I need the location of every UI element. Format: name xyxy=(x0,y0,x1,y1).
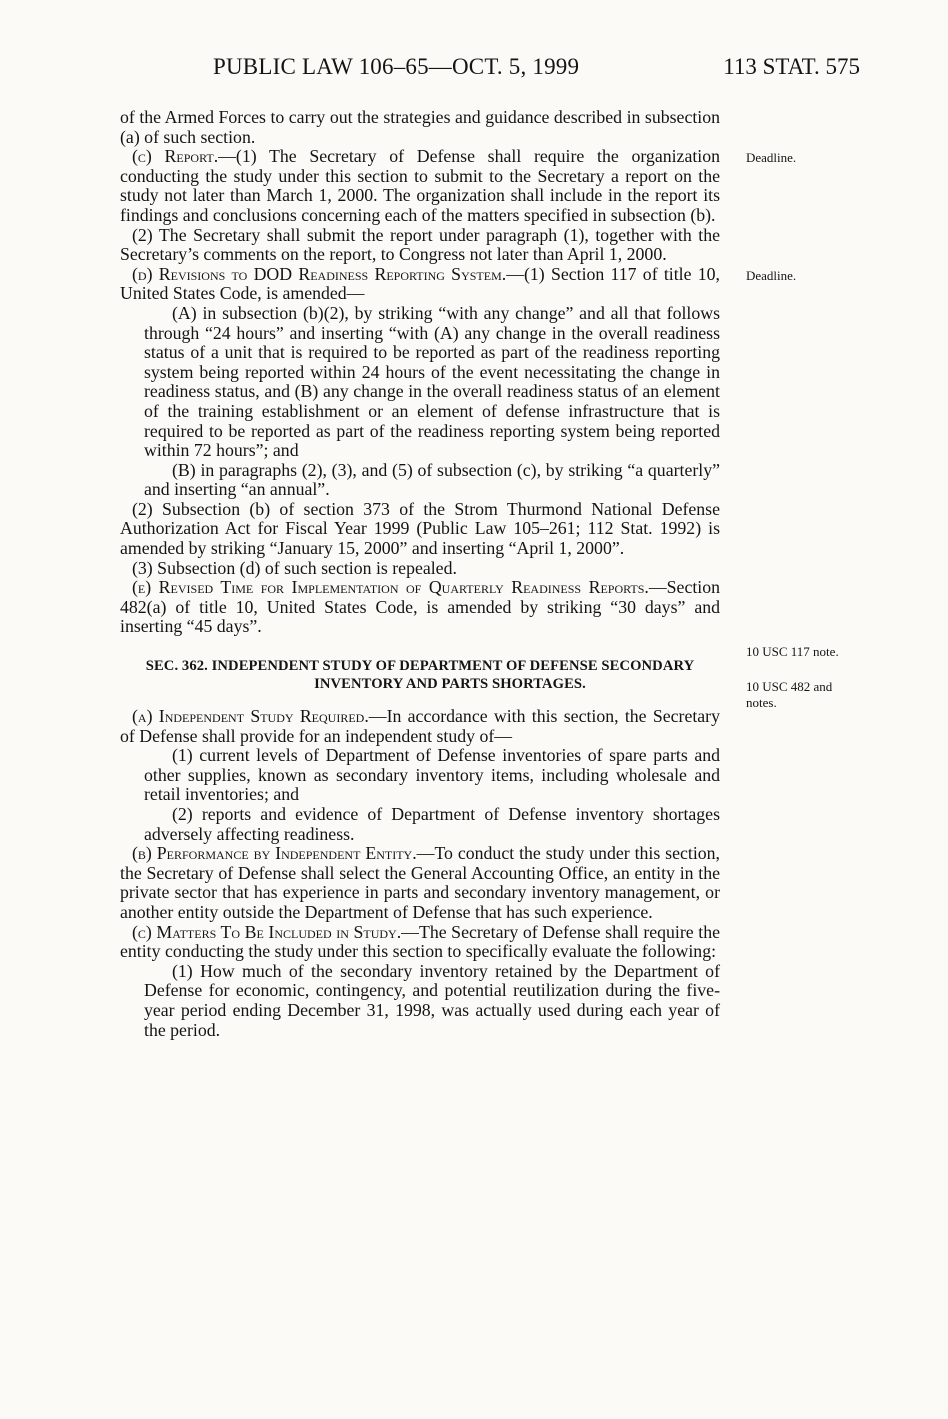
paragraph: (2) reports and evidence of Department of Defense inventory shortages adversely affecting readiness. xyxy=(144,804,720,844)
paragraph: (A) in subsection (b)(2), by striking “with any change” and all that follows through “24 hours” and inserting “with (A) any change in the overall readiness status of a unit that is required to be reported as part of the readiness reporting system being reported within 24 hours of the event necessitating the change in readiness status, and (B) any change in the overall readiness status of an element of the training establishment or an element of defense infrastructure that is required to be reported as part of the readiness reporting system being reported within 72 hours”; and xyxy=(144,302,720,461)
paragraph: (1) current levels of Department of Defense inventories of spare parts and other supplies, known as secondary inventory items, including wholesale and retail inventories; and xyxy=(144,745,720,805)
subsection-heading: (d) Revisions to DOD Readiness Reporting System. xyxy=(132,263,507,284)
paragraph: (3) Subsection (d) of such section is repealed. xyxy=(132,557,457,578)
paragraph xyxy=(120,707,720,746)
paragraph: (1) How much of the secondary inventory retained by the Department of Defense for economic, contingency, and potential reutilization during the five-year period ending December 31, 1998, was actually used during each year of the period. xyxy=(144,960,720,1040)
margin-note-citation: 10 USC 482 and notes. xyxy=(746,679,833,710)
running-head-title: PUBLIC LAW 106–65—OCT. 5, 1999 xyxy=(213,54,580,79)
paragraph-text: —(1) The Secretary of Defense shall require the organization conducting the study under this section to submit to the Secretary a report on the study not later than March 1, 2000. The organization shall include in the report its findings and conclusions concerning each of the matters specified in subsection (b). xyxy=(120,146,720,225)
subsection-heading: (a) Independent Study Required. xyxy=(132,706,369,727)
paragraph: (B) in paragraphs (2), (3), and (5) of subsection (c), by striking “a quarterly” and inserting “an annual”. xyxy=(144,459,720,500)
subsection-heading: (c) Report. xyxy=(132,146,219,167)
body-text xyxy=(120,108,720,1040)
paragraph-text: —Section 482(a) of title 10, United States Code, is amended by striking “30 days” and inserting “45 days”. xyxy=(120,577,720,637)
paragraph-text: —To conduct the study under this section, the Secretary of Defense shall select the General Accounting Office, an entity in the private sector that has experience in parts and secondary inventory management, or another entity outside the Department of Defense that has such experience. xyxy=(120,843,720,922)
subsection-heading: (b) Performance by Independent Entity. xyxy=(132,843,417,864)
stat-page-number: 113 STAT. 575 xyxy=(723,54,860,79)
paragraph: of the Armed Forces to carry out the strategies and guidance described in subsection (a) of such section. xyxy=(120,107,720,147)
paragraph xyxy=(120,923,720,962)
page-header xyxy=(0,54,948,94)
margin-note-deadline: Deadline. xyxy=(746,268,797,283)
section-title: INDEPENDENT STUDY OF DEPARTMENT OF DEFENSE SECONDARY INVENTORY AND PARTS SHORTAGES. xyxy=(211,658,695,693)
paragraph-text: —In accordance with this section, the Secretary of Defense shall provide for an independent study of— xyxy=(120,706,720,746)
margin-note-citation: 10 USC 117 note. xyxy=(746,644,839,659)
paragraph-text: —The Secretary of Defense shall require the entity conducting the study under this section to specifically evaluate the following: xyxy=(120,921,720,962)
section-number: SEC. 362. xyxy=(145,658,208,675)
paragraph xyxy=(120,147,720,225)
margin-note-deadline: Deadline. xyxy=(746,150,797,165)
paragraph xyxy=(120,578,720,637)
paragraph-text: —(1) Section 117 of title 10, United States Code, is amended— xyxy=(120,263,720,304)
paragraph xyxy=(120,844,720,922)
paragraph: (2) The Secretary shall submit the report under paragraph (1), together with the Secretary’s comments on the report, to Congress not later than April 1, 2000. xyxy=(120,224,720,265)
section-heading xyxy=(120,657,720,693)
paragraph xyxy=(120,265,720,304)
subsection-heading: (c) Matters To Be Included in Study. xyxy=(132,921,402,942)
subsection-heading: (e) Revised Time for Implementation of Quarterly Readiness Reports. xyxy=(132,577,649,598)
paragraph: (2) Subsection (b) of section 373 of the Strom Thurmond National Defense Authorization Act for Fiscal Year 1999 (Public Law 105–261; 112 Stat. 1992) is amended by striking “January 15, 2000” and inserting “April 1, 2000”. xyxy=(120,498,720,559)
